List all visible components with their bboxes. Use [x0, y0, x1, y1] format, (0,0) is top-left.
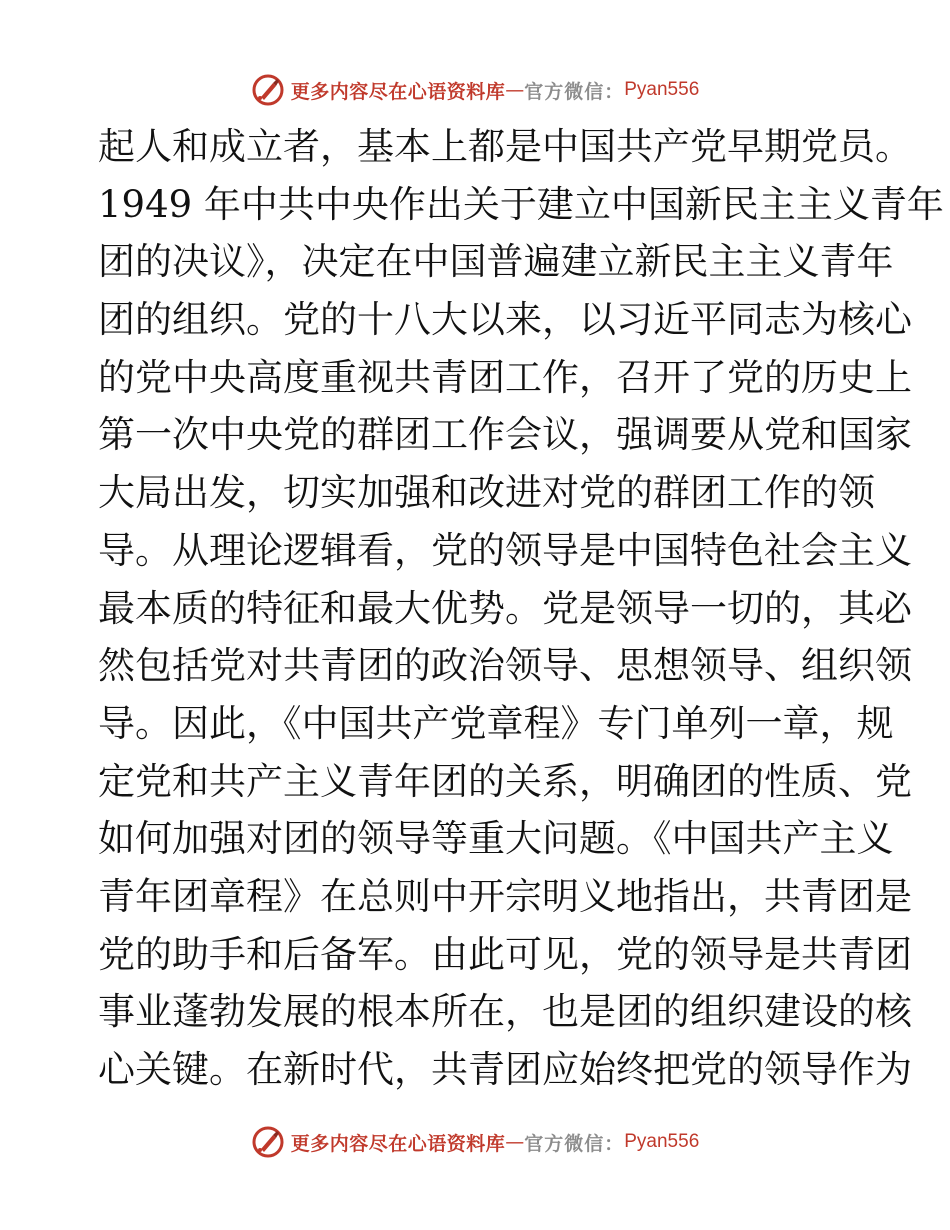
text-line: 团的组织。党的十八大以来，以习近平同志为核心: [98, 298, 912, 342]
text-line: 导。因此，《中国共产党章程》专门单列一章，规: [98, 701, 894, 745]
text-line: 最本质的特征和最大优势。党是领导一切的，其必: [98, 586, 912, 630]
footer-separator: —: [505, 1131, 525, 1153]
text-line: 导。从理论逻辑看，党的领导是中国特色社会主义: [98, 528, 912, 572]
text-line: 如何加强对团的领导等重大问题。《中国共产主义: [98, 817, 894, 861]
footer-official-label: 官方微信：: [524, 1132, 625, 1155]
header-official-label: 官方微信：: [524, 80, 625, 103]
footer-brand-text: 更多内容尽在心语资料库: [290, 1132, 506, 1155]
page-footer-watermark: [0, 1122, 950, 1162]
text-line: 青年团章程》在总则中开宗明义地指出，共青团是: [98, 874, 912, 918]
text-line: 然包括党对共青团的政治领导、思想领导、组织领: [98, 644, 912, 688]
header-wechat-id: Pyan556: [624, 79, 700, 100]
text-line: 的党中央高度重视共青团工作，召开了党的历史上: [98, 355, 912, 399]
text-line: 大局出发，切实加强和改进对党的群团工作的领: [98, 471, 875, 515]
text-line: 1949 年中共中央作出关于建立中国新民主主义青年: [98, 182, 944, 226]
text-line: 党的助手和后备军。由此可见，党的领导是共青团: [98, 932, 912, 976]
header-separator: —: [505, 79, 525, 101]
header-brand-text: 更多内容尽在心语资料库: [290, 80, 506, 103]
text-line: 心关键。在新时代，共青团应始终把党的领导作为: [98, 1048, 912, 1091]
footer-wechat-id: Pyan556: [624, 1131, 700, 1152]
text-line: 起人和成立者，基本上都是中国共产党早期党员。: [98, 125, 912, 168]
document-body: [98, 118, 944, 1099]
text-line: 第一次中央党的群团工作会议，强调要从党和国家: [98, 413, 912, 457]
text-line: 团的决议》，决定在中国普遍建立新民主主义青年: [98, 240, 894, 284]
text-line: 定党和共产主义青年团的关系，明确团的性质、党: [98, 759, 912, 803]
pen-circle-logo-icon: [251, 1125, 285, 1159]
pen-circle-logo-icon: [251, 73, 285, 107]
text-line: 事业蓬勃发展的根本所在，也是团的组织建设的核: [98, 990, 912, 1034]
page-header-watermark: [0, 70, 950, 110]
